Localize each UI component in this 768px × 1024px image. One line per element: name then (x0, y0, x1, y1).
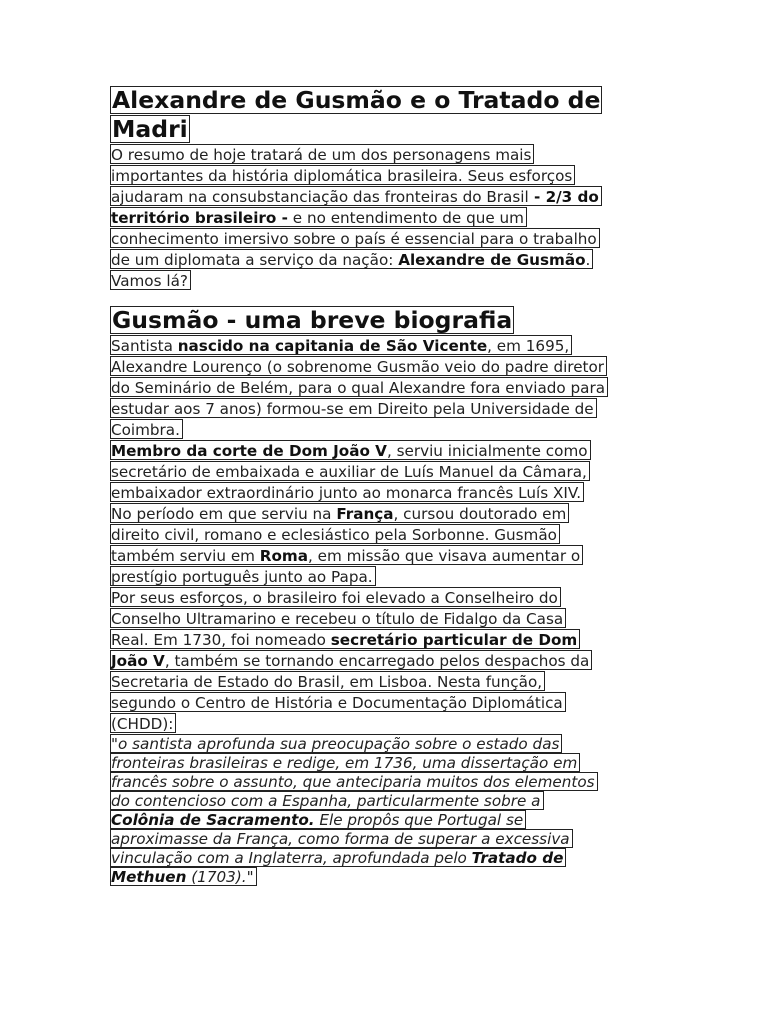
text: , em 1695, (487, 337, 570, 355)
text: Santista (111, 337, 178, 355)
bold-text: João V (111, 652, 165, 670)
bold-text: - 2/3 do (528, 188, 599, 206)
text: secretário de embaixada e auxiliar de Luís Manuel da Câmara, (111, 463, 587, 481)
text: conhecimento imersivo sobre o país é essencial para o trabalho (111, 230, 597, 248)
bold-text: território brasileiro - (111, 209, 288, 227)
text: Real. Em 1730, foi nomeado (111, 631, 331, 649)
text-line (110, 545, 583, 565)
text-line (110, 503, 569, 523)
intro-paragraph (110, 144, 662, 290)
text: , serviu inicialmente como (386, 442, 588, 460)
text: No período em que serviu na (111, 505, 337, 523)
text: " (246, 868, 254, 886)
text: de um diplomata a serviço da nação: (111, 251, 399, 269)
text: ajudaram na consubstanciação das fronteiras do Brasil (111, 188, 529, 206)
text-line (110, 165, 575, 185)
chdd-quote (110, 734, 662, 886)
text: vinculação com a Inglaterra, aprofundada pelo (111, 849, 472, 867)
text: importantes da história diplomática brasileira. Seus esforços (111, 167, 573, 185)
quote-line (110, 753, 580, 772)
text: Alexandre Lourenço (o sobrenome Gusmão veio do padre diretor (111, 358, 605, 376)
bio-paragraph-1 (110, 335, 662, 439)
text: francês sobre o assunto, que anteciparia muitos dos elementos (111, 773, 595, 791)
text: Ele propôs que Portugal se (314, 811, 524, 829)
text-line (110, 398, 597, 418)
text: estudar aos 7 anos) formou-se em Direito pela Universidade de (111, 400, 594, 418)
text-line (110, 186, 602, 206)
text: Conselho Ultramarino e recebeu o título de Fidalgo da Casa (111, 610, 564, 628)
text: direito civil, romano e eclesiástico pela Sorbonne. Gusmão (111, 526, 557, 544)
text-line (110, 587, 561, 607)
text: do contencioso com a Espanha, particularmente sobre a (111, 792, 541, 810)
text-line (110, 356, 607, 376)
text: embaixador extraordinário junto ao monarca francês Luís XIV. (111, 484, 582, 502)
text: . (585, 251, 591, 269)
quote-line (110, 810, 526, 829)
text: " (111, 735, 118, 753)
text-line (110, 335, 572, 355)
section-title-line: Gusmão - uma breve biografia (112, 306, 513, 334)
text: Secretaria de Estado do Brasil, em Lisboa. Nesta função, (111, 673, 543, 691)
quote-line (110, 829, 573, 848)
text: , em missão que visava aumentar o (308, 547, 581, 565)
bold-text: Methuen (111, 868, 187, 886)
bold-text: França (336, 505, 394, 523)
quote-line (110, 848, 566, 867)
text-line (110, 524, 560, 544)
text-line (110, 713, 176, 733)
document-page (110, 86, 662, 886)
quote-line (110, 772, 598, 791)
text: e no entendimento de que um (287, 209, 524, 227)
bold-text: Colônia de Sacramento. (111, 811, 315, 829)
text-line (110, 270, 191, 290)
bio-paragraph-3 (110, 587, 662, 733)
bold-text: secretário particular de Dom (330, 631, 578, 649)
text: Coimbra. (111, 421, 180, 439)
text-line (110, 671, 545, 691)
quote-line (110, 734, 562, 753)
text-line (110, 249, 593, 269)
quote-line (110, 867, 257, 886)
text-line (110, 482, 584, 502)
text: prestígio português junto ao Papa. (111, 568, 373, 586)
text-line (110, 608, 566, 628)
text-line (110, 566, 376, 586)
text-line (110, 692, 566, 712)
page-title (110, 86, 662, 144)
text: segundo o Centro de História e Documentação Diplomática (111, 694, 563, 712)
quote-line (110, 791, 544, 810)
text-line (110, 207, 527, 227)
text: , também se tornando encarregado pelos despachos da (164, 652, 590, 670)
text: Vamos lá? (111, 272, 188, 290)
text-line (110, 419, 183, 439)
text: O resumo de hoje tratará de um dos personagens mais (111, 146, 532, 164)
title-line-2: Madri (112, 115, 188, 143)
bold-text: Membro da corte de Dom João V (111, 442, 387, 460)
bold-text: Tratado de (471, 849, 564, 867)
text-line (110, 228, 600, 248)
text: do Seminário de Belém, para o qual Alexandre fora enviado para (111, 379, 606, 397)
text-line (110, 650, 592, 670)
bold-text: Roma (259, 547, 308, 565)
text: Por seus esforços, o brasileiro foi elevado a Conselheiro do (111, 589, 558, 607)
bold-text: Alexandre de Gusmão (398, 251, 586, 269)
text: (CHDD): (111, 715, 174, 733)
text: aproximasse da França, como forma de superar a excessiva (111, 830, 570, 848)
text: , cursou doutorado em (393, 505, 567, 523)
bio-paragraph-2 (110, 440, 662, 586)
text: (1703). (186, 868, 247, 886)
text: fronteiras brasileiras e redige, em 1736, uma dissertação em (111, 754, 578, 772)
bold-text: nascido na capitania de São Vicente (177, 337, 488, 355)
text-line (110, 377, 608, 397)
text: também serviu em (111, 547, 260, 565)
section-title (110, 306, 662, 335)
text-line (110, 440, 591, 460)
text-line (110, 461, 590, 481)
title-line-1: Alexandre de Gusmão e o Tratado de (112, 86, 601, 114)
text: o santista aprofunda sua preocupação sobre o estado das (118, 735, 560, 753)
text-line (110, 144, 534, 164)
text-line (110, 629, 580, 649)
